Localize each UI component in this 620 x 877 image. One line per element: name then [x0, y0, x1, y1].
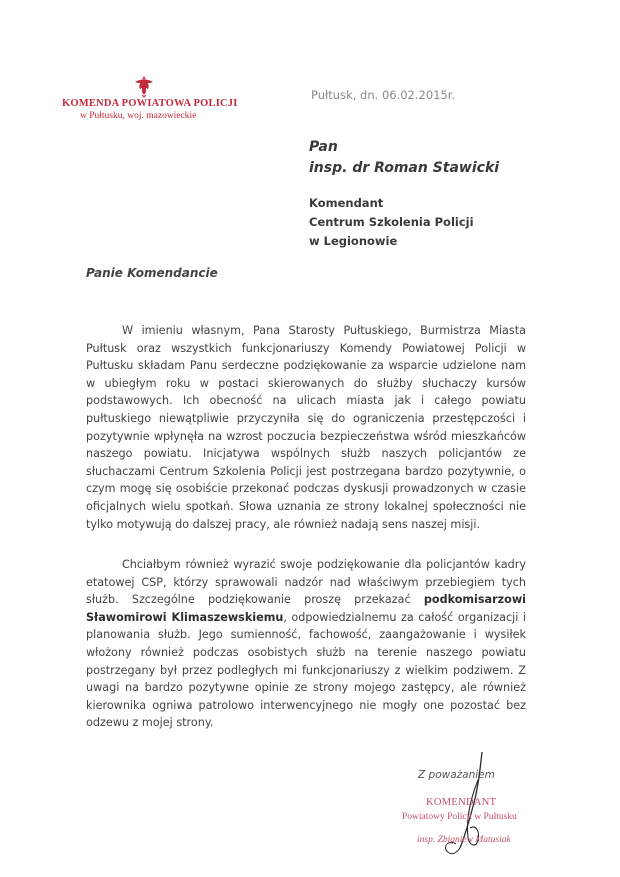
addressee-name: insp. dr Roman Stawicki — [309, 160, 500, 176]
addressee-line-2: Centrum Szkolenia Policji — [309, 215, 474, 229]
closing-phrase: Z poważaniem — [418, 769, 495, 781]
paragraph-2-rest: , odpowiedzialnemu za całość organizacji i planowania służb. Jego sumienność, fachowość, zaangażowanie i wysiłek włożony również podczas osobistych służb na terenie naszego powiatu postrzegany był przez podległych mi funkcjonariuszy z wielkim podziwem. Z uwagi na bardzo pozytywne opinie ze strony mojego zastępcy, ale również kierownika ogniwa patrolowo interwencyjnego nie mogły one pozostać bez odzewu z mojej strony. — [86, 610, 526, 730]
institution-location: w Pułtusku, woj. mazowieckie — [80, 111, 197, 121]
letter-salutation: Panie Komendancie — [86, 266, 218, 280]
institution-name: KOMENDA POWIATOWA POLICJI — [62, 98, 238, 109]
signatory-unit: Powiatowy Policji w Pułtusku — [402, 812, 517, 822]
body-paragraph-2 — [86, 556, 526, 732]
addressee-line-1: Komendant — [309, 196, 384, 210]
signatory-title: KOMENDANT — [426, 797, 497, 808]
addressee-prefix: Pan — [309, 139, 338, 155]
body-paragraph-1: W imieniu własnym, Pana Starosty Pułtuskiego, Burmistrza Miasta Pułtusk oraz wszystkich funkcjonariuszy Komendy Powiatowej Policji w Pułtusku składam Panu serdeczne podziękowanie za wsparcie udzielone nam w ubiegłym roku w postaci skierowanych do służby słuchaczy kursów podstawowych. Ich obecność na ulicach miasta jak i całego powiatu pułtuskiego niewątpliwie przyczyniła się do ograniczenia przestępczości i pozytywnie wpłynęła na wzrost poczucia bezpieczeństwa wśród mieszkańców naszego powiatu. Inicjatywa wspólnych służb naszych policjantów ze słuchaczami Centrum Szkolenia Policji jest postrzegana bardzo pozytywnie, o czym mogę się osobiście przekonać podczas dyskusji prowadzonych w czasie oficjalnych wielu spotkań. Słowa uznania ze strony lokalnej społeczności nie tylko motywują do dalszej pracy, ale również nadają sens naszej misji. — [86, 324, 526, 531]
paragraph-2-intro: Chciałbym również wyrazić swoje podziękowanie dla policjantów kadry etatowej CSP, którzy sprawowali nadzór nad właściwym przebiegiem tych służb. Szczególne podziękowanie proszę przekazać — [86, 558, 526, 607]
letter-date: Pułtusk, dn. 06.02.2015r. — [311, 88, 456, 102]
addressee-line-3: w Legionowie — [309, 234, 398, 248]
officer-name-highlight: podkomisarzowi Sławomirowi Klimaszewskiemu — [86, 593, 526, 624]
signatory-name: insp. Zbigniew Matusiak — [417, 835, 511, 845]
eagle-emblem-icon — [133, 74, 155, 98]
